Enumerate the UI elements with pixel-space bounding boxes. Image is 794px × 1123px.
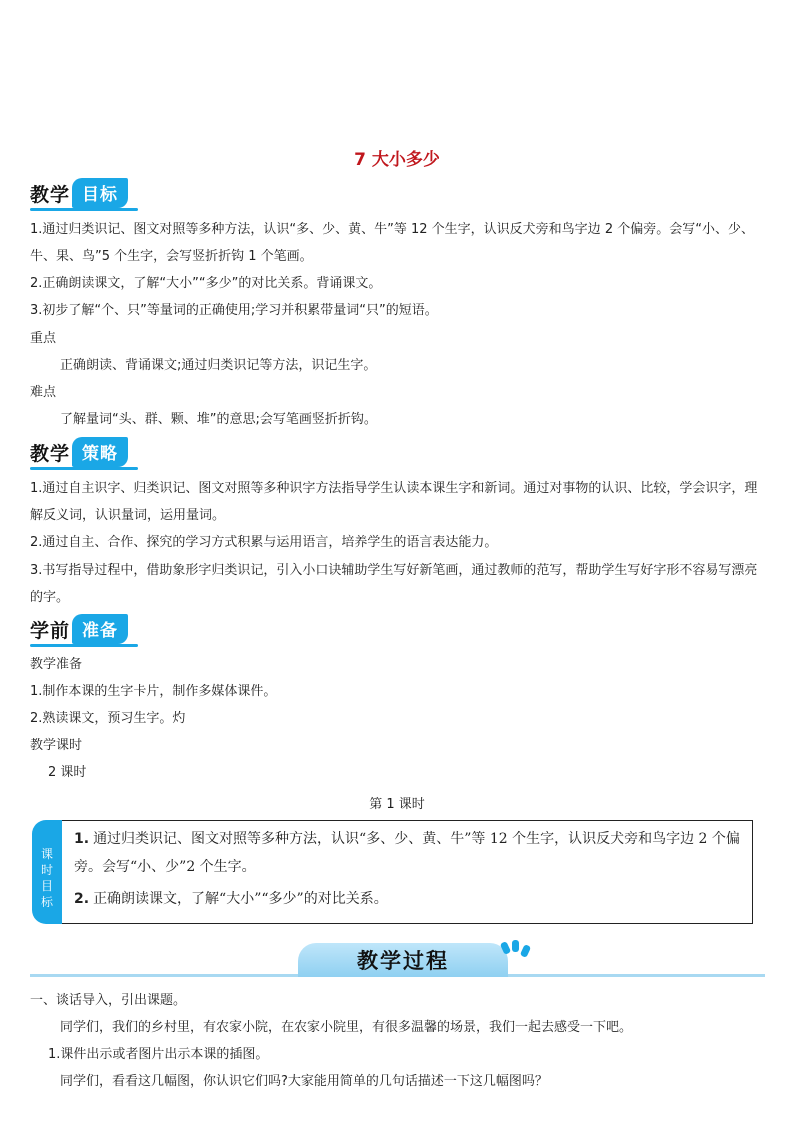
lesson-goal-tab <box>32 820 62 924</box>
page-title: 7 大小多少 <box>354 150 440 170</box>
section-heading-strategy <box>30 437 128 467</box>
goal-text: 通过归类识记、图文对照等多种方法，认识“多、少、黄、牛”等 12 个生字，认识反犬旁和鸟字边 2 个偏旁。会写“小、少”2 个生字。 <box>74 831 740 875</box>
splash-icon <box>520 944 531 958</box>
section-underline <box>30 208 138 211</box>
hours-label: 教学课时 <box>30 738 83 753</box>
section-underline <box>30 467 138 470</box>
difficulty-text: 了解量词“头、群、颗、堆”的意思;会写笔画竖折折钩。 <box>60 412 377 427</box>
section-heading-black: 学前 <box>30 619 71 642</box>
strategy-item: 1.通过自主识字、归类识记、图文对照等多种识字方法指导学生认读本课生字和新词。通过对事物的认识、比较，学会识字，理解反义词，认识量词，运用量词。 <box>30 481 758 523</box>
difficulty-label: 难点 <box>30 385 57 400</box>
lesson-goal-panel <box>62 820 753 924</box>
section-heading-objectives <box>30 178 128 208</box>
objective-item: 1.通过归类识记、图文对照等多种方法，认识“多、少、黄、牛”等 12 个生字，认识反犬旁和鸟字边 2 个偏旁。会写“小、少、牛、果、鸟”5 个生字，会写竖折折钩 1 个笔画。 <box>30 222 754 264</box>
objective-item: 2.正确朗读课文，了解“大小”“多少”的对比关系。背诵课文。 <box>30 276 382 291</box>
process-heading: 一、谈话导入，引出课题。 <box>30 993 187 1008</box>
banner-title: 教学过程 <box>357 949 449 973</box>
section-heading-prep <box>30 614 128 644</box>
strategy-item: 3.书写指导过程中，借助象形字归类识记，引入小口诀辅助学生写好新笔画，通过教师的范写，帮助学生写好字形不容易写漂亮的字。 <box>30 563 758 605</box>
key-point-label: 重点 <box>30 331 57 346</box>
prep-item: 2.熟读课文，预习生字。灼 <box>30 711 186 726</box>
section-underline <box>30 644 138 647</box>
prep-item: 1.制作本课的生字卡片，制作多媒体课件。 <box>30 684 277 699</box>
splash-icon <box>512 940 519 952</box>
section-heading-black: 教学 <box>30 442 71 465</box>
lesson-goal-item <box>74 885 744 913</box>
hours-value: 2 课时 <box>48 765 87 780</box>
objective-item: 3.初步了解“个、只”等量词的正确使用;学习并积累带量词“只”的短语。 <box>30 303 438 318</box>
section-heading-pill: 策略 <box>72 437 128 467</box>
process-banner <box>30 940 765 985</box>
lesson-title: 第 1 课时 <box>369 797 425 812</box>
lesson-goal-tab-label: 课时目标 <box>40 847 53 909</box>
goal-number: 1. <box>74 831 90 847</box>
goal-number: 2. <box>74 891 90 907</box>
goal-text: 正确朗读课文，了解“大小”“多少”的对比关系。 <box>93 891 388 907</box>
section-heading-pill: 目标 <box>72 178 128 208</box>
process-step: 1.课件出示或者图片出示本课的插图。 <box>48 1047 269 1062</box>
section-heading-pill: 准备 <box>72 614 128 644</box>
lesson-goal-item <box>74 825 744 881</box>
process-paragraph: 同学们，我们的乡村里，有农家小院，在农家小院里，有很多温馨的场景，我们一起去感受一下吧。 <box>60 1020 633 1035</box>
key-point-text: 正确朗读、背诵课文;通过归类识记等方法，识记生字。 <box>60 358 377 373</box>
process-paragraph: 同学们，看看这几幅图，你认识它们吗?大家能用简单的几句话描述一下这几幅图吗？ <box>60 1074 548 1089</box>
strategy-item: 2.通过自主、合作、探究的学习方式积累与运用语言，培养学生的语言表达能力。 <box>30 535 498 550</box>
section-heading-black: 教学 <box>30 183 71 206</box>
lesson-goal-box <box>32 820 752 924</box>
prep-label: 教学准备 <box>30 657 83 672</box>
